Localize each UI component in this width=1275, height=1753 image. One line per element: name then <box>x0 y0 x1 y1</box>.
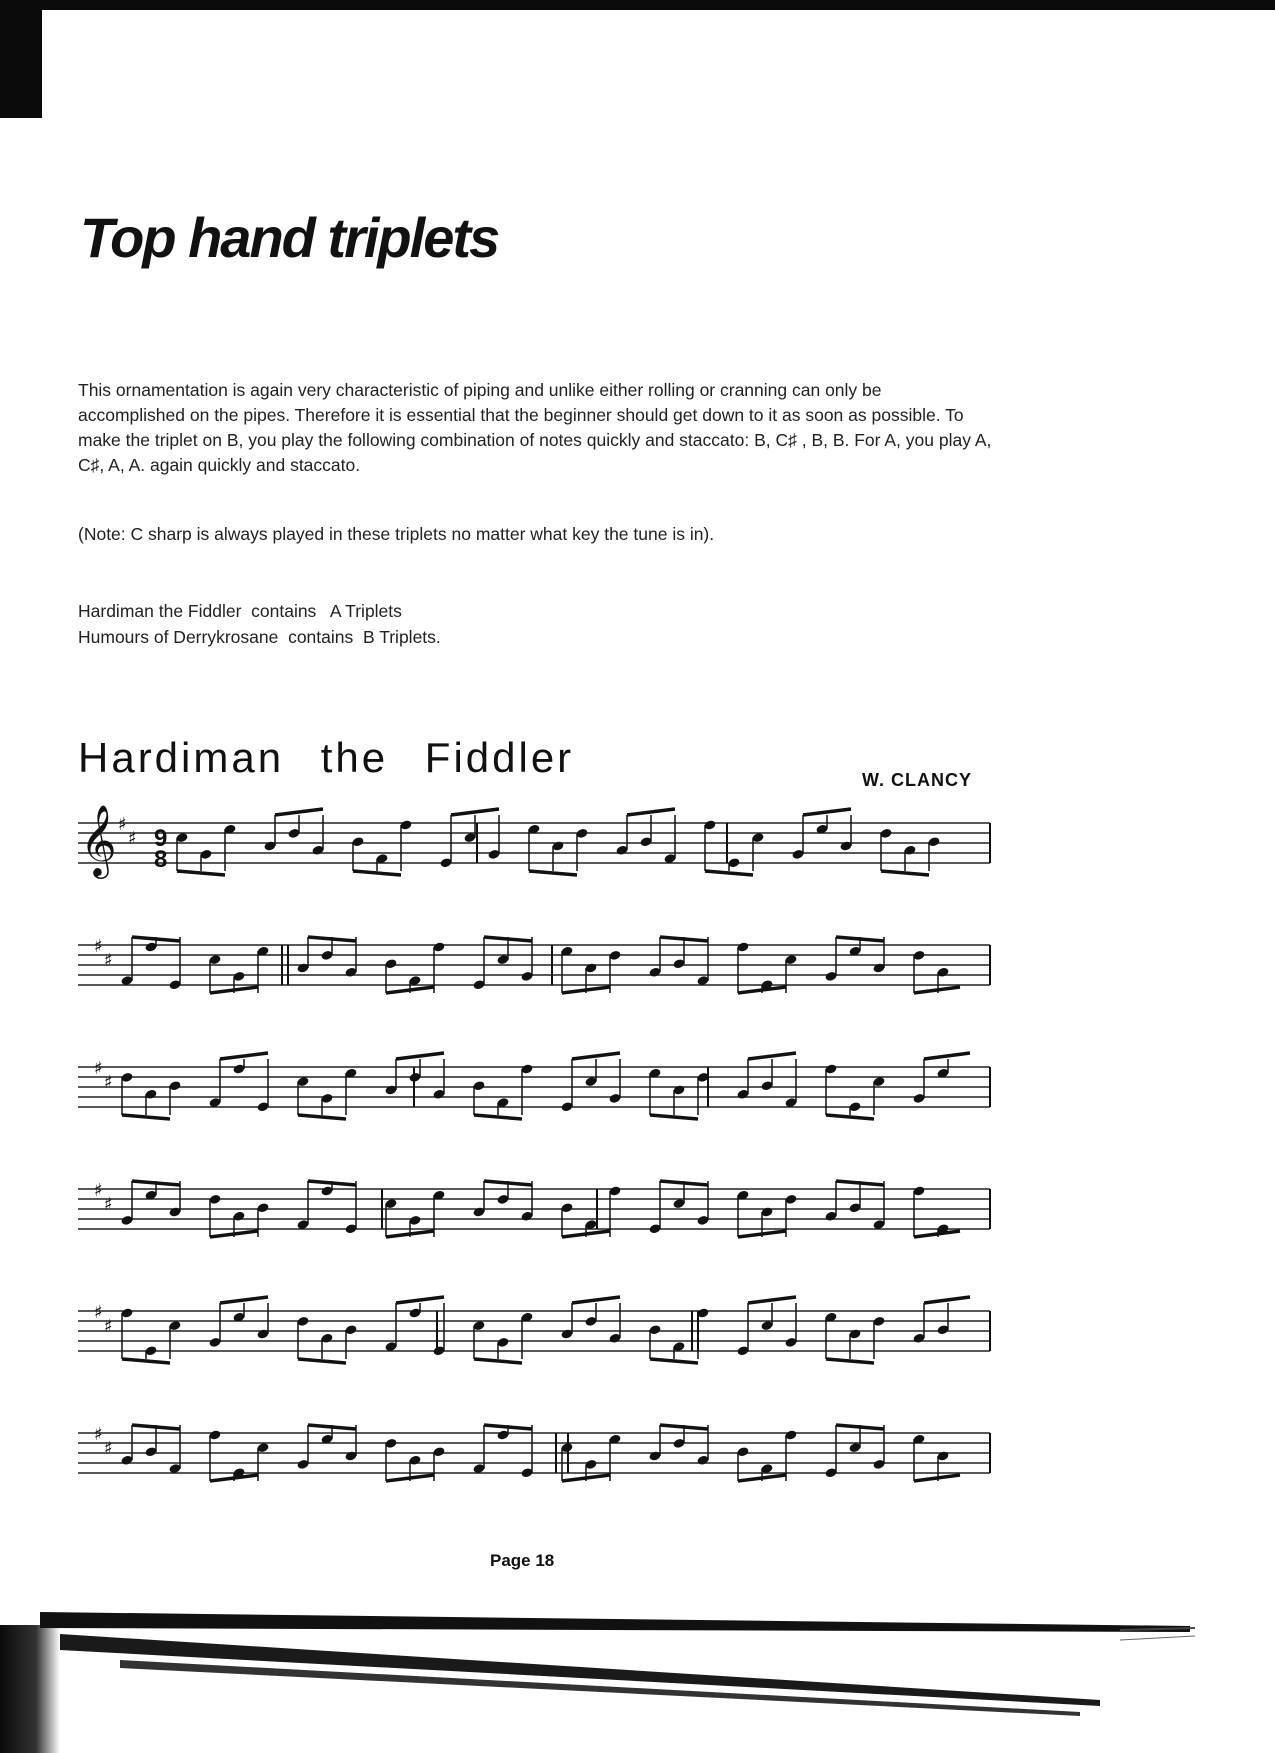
note-beam <box>122 1359 170 1363</box>
note-beam <box>572 1297 620 1303</box>
scan-border-left <box>0 0 42 118</box>
staff-group <box>78 803 990 1481</box>
composer-name: W. CLANCY <box>862 770 972 790</box>
scan-border-top <box>0 0 1275 10</box>
treble-clef: 𝄞 <box>80 803 117 876</box>
note-beam <box>132 1425 180 1429</box>
note-beam <box>627 809 675 815</box>
sharp-sign: ♯ <box>104 1194 113 1215</box>
note-beam <box>298 1115 346 1119</box>
note-beam <box>748 1053 796 1059</box>
tune-contents-list <box>78 598 441 650</box>
note-beam <box>308 937 356 941</box>
scan-border-bottom-left <box>0 1625 60 1753</box>
note-beam <box>836 1181 884 1185</box>
note-beam <box>451 809 499 815</box>
note-beam <box>308 1181 356 1185</box>
sharp-sign: ♯ <box>94 1180 103 1201</box>
sharp-sign: ♯ <box>118 814 127 835</box>
note-beam <box>803 809 851 815</box>
note-beam <box>826 1359 874 1363</box>
note-beam <box>353 871 401 875</box>
note-beam <box>220 1297 268 1303</box>
note-beam <box>132 937 180 941</box>
time-signature <box>154 825 167 873</box>
note-beam <box>924 1297 970 1303</box>
note-beam <box>484 1425 532 1429</box>
intro-paragraph: This ornamentation is again very characteristic of piping and unlike either rolling or cranning can only be accomplished on the pipes. Therefore it is essential that the beginner should get down to it as soon as possible. To make the triplet on B, you play the following combination of notes quickly and staccato: B, C♯ , B, B. For A, you play A, C♯, A, A. again quickly and staccato. <box>78 380 992 475</box>
contents-line: Hardiman the Fiddler contains A Triplets <box>78 601 402 621</box>
sharp-sign: ♯ <box>104 950 113 971</box>
note-beam <box>650 1115 698 1119</box>
note-beam <box>836 937 884 941</box>
sheet-music <box>72 795 1002 1545</box>
note-beam <box>650 1359 698 1363</box>
note-beam <box>914 1231 960 1237</box>
note-beam <box>836 1425 884 1429</box>
note-beam <box>132 1181 180 1185</box>
note-beam <box>298 1359 346 1363</box>
sharp-sign: ♯ <box>104 1072 113 1093</box>
time-signature-top: 9 <box>154 825 168 852</box>
note-beam <box>308 1425 356 1429</box>
time-signature-bottom: 8 <box>154 846 168 873</box>
note-beam <box>220 1053 268 1059</box>
note-beam <box>529 871 577 875</box>
page-title: Top hand triplets <box>80 206 499 269</box>
note-beam <box>177 871 225 875</box>
note-beam <box>660 1181 708 1185</box>
note-beam <box>705 871 753 875</box>
note-beam <box>474 1359 522 1363</box>
sharp-sign: ♯ <box>94 1058 103 1079</box>
note-beam <box>572 1053 620 1059</box>
sharp-sign: ♯ <box>94 1424 103 1445</box>
contents-line: Humours of Derrykrosane contains B Triplets. <box>78 627 441 647</box>
note-beam <box>914 987 960 993</box>
note-beam <box>826 1115 874 1119</box>
note-beam <box>914 1475 960 1481</box>
note-beam <box>484 937 532 941</box>
note-paragraph: (Note: C sharp is always played in these triplets no matter what key the tune is in). <box>78 524 715 544</box>
note-beam <box>660 1425 708 1429</box>
note-beam <box>924 1053 970 1059</box>
note-beam <box>748 1297 796 1303</box>
note-beam <box>660 937 708 941</box>
page-number: Page 18 <box>490 1551 555 1570</box>
sharp-sign: ♯ <box>94 936 103 957</box>
sharp-sign: ♯ <box>104 1316 113 1337</box>
note-beam <box>396 1297 444 1303</box>
sharp-sign: ♯ <box>94 1302 103 1323</box>
note-beam <box>484 1181 532 1185</box>
note-beam <box>396 1053 444 1059</box>
note-beam <box>122 1115 170 1119</box>
note-beam <box>275 809 323 815</box>
sharp-sign: ♯ <box>128 828 137 849</box>
note-beam <box>474 1115 522 1119</box>
tune-title: Hardiman the Fiddler <box>78 734 575 781</box>
sharp-sign: ♯ <box>104 1438 113 1459</box>
note-beam <box>881 871 929 875</box>
